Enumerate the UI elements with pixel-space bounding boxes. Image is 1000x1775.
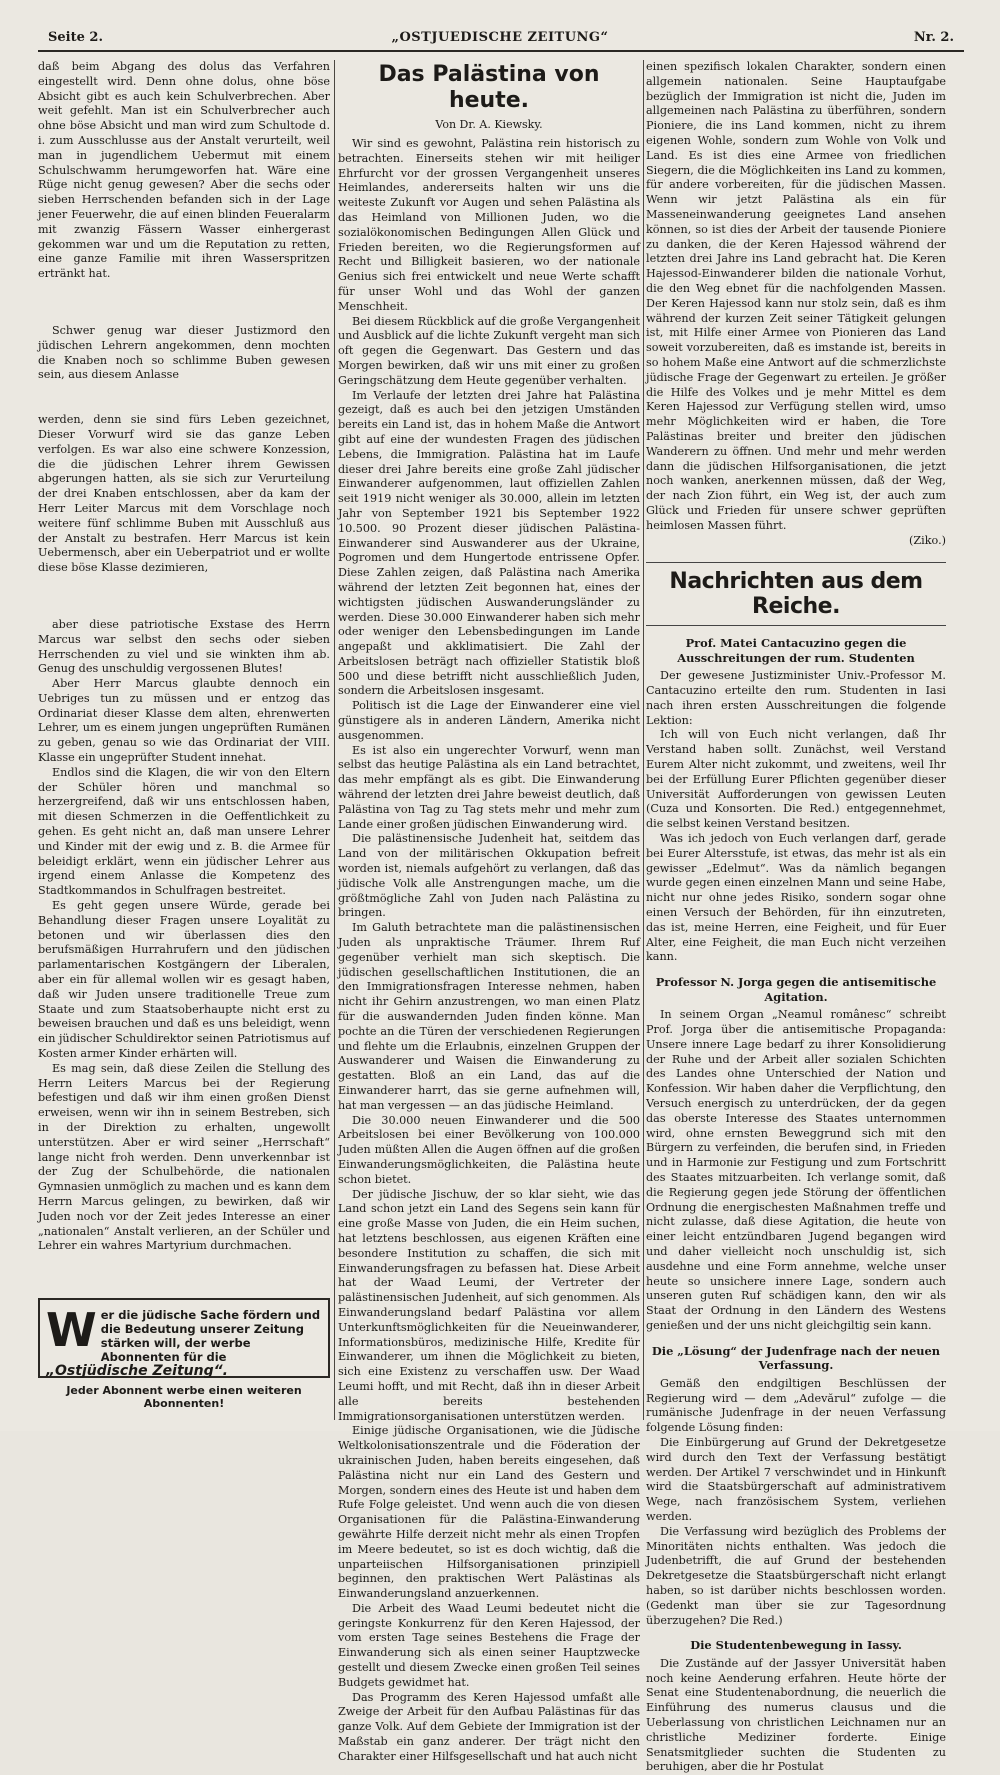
paragraph: aber diese patriotische Exstase des Herrn Marcus war selbst den sechs oder sieben Herrschenden zu viel und sie winkten ihm ab. Genug des unschuldig vergossenen Blutes! bbox=[38, 617, 330, 676]
paragraph: Im Verlaufe der letzten drei Jahre hat Palästina gezeigt, daß es auch bei den jetzigen Umständen bereits ein Land ist, das in hohem Maße die Antwort gibt auf eine der wundesten Fragen des jüdischen Lebens, die Immigration. Palästina hat im Laufe dieser drei Jahre bereits eine große Zahl jüdischer Einwanderer aufgenommen, laut offiziellen Zahlen seit 1919 nicht weniger als 30.000, allein im letzten Jahr von September 1921 bis September 1922 10.500. 90 Prozent dieser jüdischen Palästina-Einwanderer sind Auswanderer aus der Ukraine, Pogromen und dem Hungertode entrissene Opfer. Diese Zahlen zeigen, daß Palästina nach Amerika während der letzten Zeit begonnen hat, eines der wichtigsten jüdischen Auswanderungsländer zu werden. Diese 30.000 Einwanderer haben sich mehr oder weniger den Lebensbedingungen im Lande angepaßt und akklimatisiert. Die Zahl der Arbeitslosen beträgt nach offizieller Statistik bloß 500 und diese betrifft nicht ausschließlich Juden, sondern die Arbeitslosen insgesamt. bbox=[338, 388, 640, 698]
paragraph: In seinem Organ „Neamul românesc“ schreibt Prof. Jorga über die antisemitische Propaganda: Unsere innere Lage bedarf zu ihrer Konsolidierung der Ruhe und der Arbeit aller sozialen Schichten des Landes ohne Unterschied der Nation und Konfession. Wir haben daher die Verpflichtung, den Versuch energisch zu unterdrücken, der da gegen das oberste Interesse des Staates unternommen wird, ohne ernsten Beweggrund sich mit den Bürgern zu verfeinden, die berufen sind, in Frieden und in Harmonie zur Festigung und zum Fortschritt des Staates mitzuarbeiten. Ich verlange somit, daß die Regierung gegen jede Störung der öffentlichen Ordnung die energischesten Maßnahmen treffe und nicht zulasse, daß diese Agitation, die heute von einer leicht entzündbaren Jugend begangen wird und daher vielleicht noch unschuldig ist, sich ausdehne und eine Form annehme, welche unser heute so unsichere innere Lage, sondern auch unseren guten Ruf schädigen kann, den wir als Staat der Ordnung in den Ländern des Westens genießen und der uns nicht gleichgiltig sein kann. bbox=[646, 1008, 946, 1332]
ad-initial: W bbox=[46, 1303, 97, 1357]
page-number: Seite 2. bbox=[48, 30, 103, 45]
ad-paper-name: „Ostjüdische Zeitung“. bbox=[46, 1363, 228, 1379]
paragraph: Ich will von Euch nicht verlangen, daß Ihr Verstand haben sollt. Zunächst, weil Verstand Eurem Alter nicht zukommt, und zweitens, weil Ihr bei der Erfüllung Eurer Pflichten gegenüber dieser Universität Aufforderungen von gewissen Leuten (Cuza und Konsorten. Die Red.) entgegennehmet, die selbst keinen Verstand besitzen. bbox=[646, 728, 946, 831]
paragraph: Der jüdische Jischuw, der so klar sieht, wie das Land schon jetzt ein Land des Segens sein kann für eine große Masse von Juden, die ein Heim suchen, hat letztens beschlossen, aus eigenen Kräften eine besondere Institution zu schaffen, die sich mit Einwanderungsfragen zu befassen hat. Diese Arbeit hat der Waad Leumi, der Vertreter der palästinensischen Judenheit, auf sich genommen. Als Einwanderungsland bedarf Palästina vor allem Unterkunftsmöglichkeiten für die Neueinwanderer, Informationsbüros, medizinische Hilfe, Kredite für Einwanderer, um ihnen die Möglichkeit zu bieten, sich eine Existenz zu verschaffen usw. Der Waad Leumi hofft, und mit Recht, daß ihn in dieser Arbeit alle bereits bestehenden Immigrationsorganisationen unterstützen werden. bbox=[338, 1187, 640, 1423]
paragraph: Das Programm des Keren Hajessod umfaßt alle Zweige der Arbeit für den Aufbau Palästinas für das ganze Volk. Auf dem Gebiete der Immigration ist der Maßstab ein ganz anderer. Der trägt nicht den Charakter einer Hilfsgesellschaft und hat auch nicht bbox=[338, 1690, 640, 1763]
paragraph: werden, denn sie sind fürs Leben gezeichnet, Dieser Vorwurf wird sie das ganze Leben verfolgen. Es war also eine schwere Konzession, die die jüdischen Lehrer ihrem Gewissen abgerungen hatten, als sie sich zur Verurteilung der drei Knaben entschlossen, aber da kam der Herr Leiter Marcus mit dem Vorschlage noch weitere fünf schlimme Buben mit Ausschluß aus der Anstalt zu bestrafen. Herr Marcus ist kein Uebermensch, aber ein Ueberpatriot und er wollte diese böse Klasse dezimieren, bbox=[38, 413, 330, 575]
paragraph: Schwer genug war dieser Justizmord den jüdischen Lehrern angekommen, denn mochten die Knaben noch so schlimme Buben gewesen sein, aus diesem Anlasse bbox=[38, 323, 330, 382]
subheading: Prof. Matei Cantacuzino gegen die Ausschreitungen der rum. Studenten bbox=[677, 636, 915, 665]
censored-gap bbox=[38, 576, 330, 618]
paragraph: Es mag sein, daß diese Zeilen die Stellung des Herrn Leiters Marcus bei der Regierung befestigen und daß wir ihm einen großen Dienst erweisen, wenn wir ihn in seinem Bestreben, sich in der Direktion zu erhalten, ungewollt unterstützen. Aber er wird seiner „Herrschaft“ lange nicht froh werden. Denn unverkennbar ist der Zug der Schulbehörde, die nationalen Gymnasien unmöglich zu machen und es kann dem Herrn Marcus gelingen, zu bewirken, daß wir Juden noch vor der Zeit jedes Interesse an einer „nationalen“ Anstalt verlieren, an der Schüler und Lehrer ein wahres Martyrium durchmachen. bbox=[38, 1061, 330, 1253]
paragraph: einen spezifisch lokalen Charakter, sondern einen allgemein nationalen. Seine Hauptaufgabe bezüglich der Immigration ist nicht die, Juden im allgemeinen nach Palästina zu überführen, sondern Pioniere, die ins Land kommen, nicht zu ihrem eigenen Wohle, sondern zum Wohle von Volk und Land. Es ist dies eine Armee von friedlichen Siegern, die die Möglichkeiten ins Land zu kommen, für andere vorbereiten, für die jüdischen Massen. Wenn wir jetzt Palästina als ein für Masseneinwanderung geeignetes Land ansehen können, so ist dies der Arbeit der tausende Pioniere zu danken, die der Keren Hajessod während der letzten drei Jahre ins Land gebracht hat. Die Keren Hajessod-Einwanderer bilden die nationale Vorhut, die den Weg ebnet für die nachfolgenden Massen. Der Keren Hajessod kann nur stolz sein, daß es ihm während der kurzen Zeit seiner Tätigkeit gelungen ist, mit Hilfe einer Armee von Pionieren das Land soweit vorzubereiten, daß es imstande ist, bereits in so hohem Maße eine Antwort auf die schmerzlichste jüdische Frage der Gegenwart zu erteilen. Je größer die Hilfe des Volkes und je mehr Mittel es dem Keren Hajessod zur Verfügung stellen wird, umso mehr Möglichkeiten wird er haben, die Tore Palästinas breiter und breiter den jüdischen Wanderern zu öffnen. Und mehr und mehr werden dann die jüdischen Hilfsorganisationen, die jetzt noch wanken, anerkennen müssen, daß der Weg, der nach Zion führt, ein Weg ist, der auch zum Glück und Frieden für unsere schwer geprüften heimlosen Massen führt. bbox=[646, 60, 946, 532]
issue-number: Nr. 2. bbox=[913, 30, 954, 45]
paragraph: Bei diesem Rückblick auf die große Vergangenheit und Ausblick auf die lichte Zukunft vergeht man sich oft gegen die Gegenwart. Das Gestern und das Morgen bewirken, daß wir uns mit einer zu großen Geringschätzung dem Heute gegenüber verhalten. bbox=[338, 314, 640, 387]
paragraph: Endlos sind die Klagen, die wir von den Eltern der Schüler hören und manchmal so herzergreifend, daß wir uns entschlossen haben, mit diesen Schmerzen in die Oeffentlichkeit zu gehen. Es geht nicht an, daß man unsere Lehrer und Kinder mit der ewig und z. B. die Armee für beleidigt erklärt, wenn ein jüdischer Lehrer aus irgend einem Anlasse die Kompetenz des Stadtkommandos in Schulfragen bestreitet. bbox=[38, 765, 330, 898]
subheading: Die Studentenbewegung in Iassy. bbox=[690, 1638, 902, 1653]
paragraph: Politisch ist die Lage der Einwanderer eine viel günstigere als in anderen Ländern, Amerika nicht ausgenommen. bbox=[338, 699, 640, 742]
section-title: Nachrichten aus dem Reiche. bbox=[646, 562, 946, 626]
paragraph: Es ist also ein ungerechter Vorwurf, wenn man selbst das heutige Palästina als ein Land betrachtet, das mehr empfängt als es gibt. Die Einwanderung während der letzten drei Jahre beweist deutlich, daß Palästina von Tag zu Tag stets mehr und mehr zum Lande einer großen jüdischen Einwanderung wird. bbox=[338, 743, 640, 831]
paragraph: Wir sind es gewohnt, Palästina rein historisch zu betrachten. Einerseits stehen wir mit heiliger Ehrfurcht vor der grossen Vergangenheit unseres Heimlandes, andererseits halten wir uns die weiteste Zukunft vor Augen und sehen Palästina als das Heimland von Millionen Juden, wo die sozialökonomischen Bedingungen Allen Glück und Frieden bereiten, wo die Regierungsformen auf Recht und Billigkeit basieren, wo der nationale Genius sich frei entwickelt und neue Werte schafft für unser Wohl und das Wohl der ganzen Menschheit. bbox=[338, 137, 640, 313]
column-middle bbox=[338, 60, 640, 1763]
censored-gap bbox=[38, 383, 330, 413]
column-right bbox=[646, 60, 946, 1774]
paragraph: Die Zustände auf der Jassyer Universität haben noch keine Aenderung erfahren. Heute hörte der Senat eine Studentenabordnung, die neuerlich die Einführung des numerus clausus und die Ueberlassung von christlichen Leichnamen nur an christliche Mediziner forderte. Einige Senatsmitglieder suchten die Studenten zu beruhigen, aber die hr Postulat bbox=[646, 1656, 946, 1774]
paragraph: Gemäß den endgiltigen Beschlüssen der Regierung wird — dem „Adevărul“ zufolge — die rumänische Judenfrage in der neuen Verfassung folgende Lösung finden: bbox=[646, 1376, 946, 1435]
paragraph: Die Verfassung wird bezüglich des Problems der Minoritäten nichts enthalten. Was jedoch die Judenbetrifft, die auf Grund der bestehenden Dekretgesetze die Staatsbürgerschaft nicht erlangt haben, so ist darüber nichts beschlossen worden. (Gedenkt man über sie zur Tagesordnung überzugehen? Die Red.) bbox=[646, 1524, 946, 1627]
column-divider bbox=[334, 60, 335, 1420]
article-title: Das Palästina von heute. bbox=[378, 62, 600, 113]
ad-bottom: Jeder Abonnent werbe einen weiteren Abonnenten! bbox=[66, 1384, 302, 1410]
subheading: Professor N. Jorga gegen die antisemitische Agitation. bbox=[655, 975, 937, 1004]
paragraph: daß beim Abgang des dolus das Verfahren eingestellt wird. Denn ohne dolus, ohne böse Absicht gibt es auch kein Schulverbrechen. Aber weit gefehlt. Man ist ein Schulverbrecher auch ohne böse Absicht und man wird zum Schultode d. i. zum Ausschlusse aus der Anstalt verurteilt, weil man in jugendlichem Uebermut mit einem Schulschwamm herumgeworfen hat. Wäre eine Rüge nicht genug gewesen? Aber die sechs oder sieben Herrschenden befanden sich in der Lage jener Feuerwehr, die auf einen blinden Feueralarm mit zwanzig Fässern Wasser einhergerast gekommen war und um die Reputation zu retten, eine ganze Familie mit ihren Wasserspritzen ertränkt hat. bbox=[38, 60, 330, 281]
subscription-ad bbox=[38, 1298, 330, 1410]
paragraph: Die Einbürgerung auf Grund der Dekretgesetze wird durch den Text der Verfassung bestätigt werden. Der Artikel 7 verschwindet und in Hinkunft wird die Staatsbürgerschaft auf administrativem Wege, nach französischem System, verliehen werden. bbox=[646, 1435, 946, 1523]
paragraph: Die 30.000 neuen Einwanderer und die 500 Arbeitslosen bei einer Bevölkerung von 100.000 Juden müßten Allen die Augen öffnen auf die großen Einwanderungsmöglichkeiten, die Palästina heute schon bietet. bbox=[338, 1113, 640, 1186]
masthead: „OSTJUEDISCHE ZEITUNG“ bbox=[391, 30, 609, 45]
paragraph: Die palästinensische Judenheit hat, seitdem das Land von der militärischen Okkupation befreit worden ist, niemals aufgehört zu verlangen, daß das jüdische Volk alle Anstrengungen mache, um die größtmögliche Zahl von Juden nach Palästina zu bringen. bbox=[338, 832, 640, 920]
header-rule bbox=[38, 50, 964, 52]
paragraph: Der gewesene Justizminister Univ.-Professor M. Cantacuzino erteilte den rum. Studenten in Iasi nach ihren ersten Ausschreitungen die folgende Lektion: bbox=[646, 669, 946, 727]
subheading: Die „Lösung“ der Judenfrage nach der neuen Verfassung. bbox=[651, 1343, 941, 1373]
paragraph: Im Galuth betrachtete man die palästinensischen Juden als unpraktische Träumer. Ihrem Ruf gegenüber verhielt man sich skeptisch. Die jüdischen gesellschaftlichen Institutionen, die an den Immigrationsfragen Interesse nehmen, haben nicht ihr Gehirn anzustrengen, wo man einen Platz für die auswandernden Juden finden könne. Man pochte an die Türen der verschiedenen Regierungen und flehte um die Erlaubnis, einzelnen Gruppen der Auswanderer und Waisen die Einwanderung zu gestatten. Bloß an ein Land, das auf die Einwanderer harrt, das sie gerne aufnehmen will, hat man vergessen — an das jüdische Heimland. bbox=[338, 921, 640, 1112]
article-byline: Von Dr. A. Kiewsky. bbox=[435, 118, 543, 131]
column-left bbox=[38, 60, 330, 1420]
column-divider bbox=[643, 60, 644, 1420]
paragraph: Die Arbeit des Waad Leumi bedeutet nicht die geringste Konkurrenz für den Keren Hajessod, der vom ersten Tage seines Bestehens die Frage der Einwanderung sich als einen seiner Hauptzwecke gestellt und diesem Zwecke einen großen Teil seines Budgets gewidmet hat. bbox=[338, 1601, 640, 1689]
ad-line: er die jüdische Sache fördern und die Bedeutung unserer Zeitung stärken will, der werbe Abonnenten für die bbox=[100, 1308, 321, 1364]
censored-gap bbox=[38, 282, 330, 324]
paragraph: Einige jüdische Organisationen, wie die Jüdische Weltkolonisationszentrale und die Föderation der ukrainischen Juden, haben bereits eingesehen, daß Palästina nicht nur ein Land des Gestern und Morgen, sondern eines des Heute ist und haben dem Rufe Folge geleistet. Und wenn auch die von diesen Organisationen für die Palästina-Einwanderung gewährte Hilfe derzeit nicht mehr als einen Tropfen im Meere bedeutet, so ist es doch wichtig, daß die unparteiischen Hilfsorganisationen prinzipiell beginnen, den praktischen Wert Palästinas als Einwanderungsland anzuerkennen. bbox=[338, 1424, 640, 1601]
paragraph: Was ich jedoch von Euch verlangen darf, gerade bei Eurer Altersstufe, ist etwas, das mehr ist als ein gewisser „Edelmut“. Was da nämlich begangen wurde gegen einen einzelnen Mann und seine Habe, nicht nur ohne jedes Risiko, sondern sogar ohne einen Versuch der Behörden, für ihn einzutreten, das ist, meine Herren, eine Feigheit, und für Euer Alter, eine Feigheit, die man Euch nicht verzeihen kann. bbox=[646, 832, 946, 964]
paragraph: Es geht gegen unsere Würde, gerade bei Behandlung dieser Fragen unsere Loyalität zu betonen und wir überlassen dies den berufsmäßigen Hurrahrufern und den jüdischen parlamentarischen Kostgängern der Liberalen, aber ein für allemal wollen wir es gesagt haben, daß wir Juden unsere traditionelle Treue zum Staate und zum Staatsoberhaupte nicht erst zu beweisen brauchen und daß es uns beleidigt, wenn ein jüdischer Schuldirektor seinen Patriotismus auf Kosten armer Kinder erhärten will. bbox=[38, 899, 330, 1061]
signature: (Ziko.) bbox=[909, 533, 946, 547]
paragraph: Aber Herr Marcus glaubte dennoch ein Uebriges tun zu müssen und er entzog das Ordinariat dieser Klasse dem alten, ehrenwerten Lehrer, um es einem jungen ungeprüften Rumänen zu geben, genau so wie das Ordinariat der VIII. Klasse ein ungeprüfter Student innehat. bbox=[38, 677, 330, 765]
